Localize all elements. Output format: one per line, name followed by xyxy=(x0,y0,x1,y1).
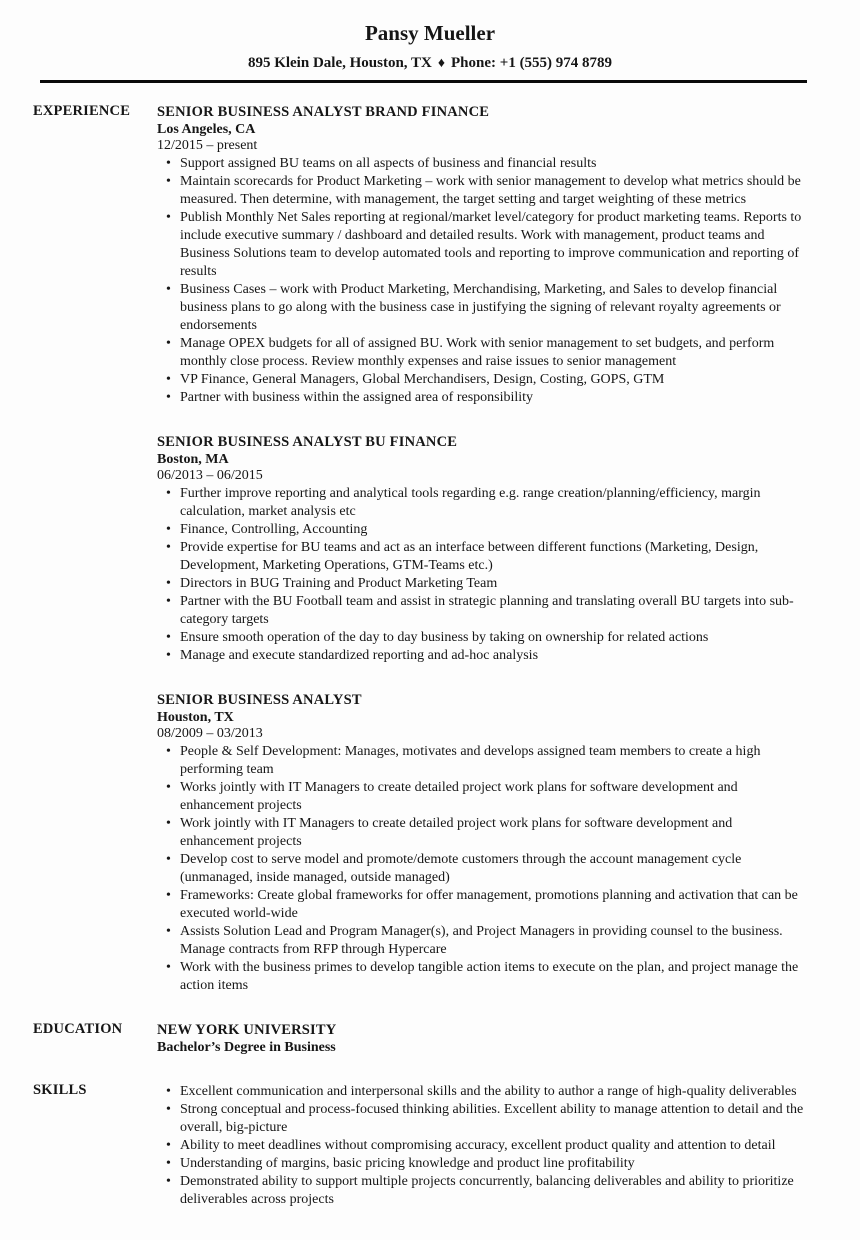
header-divider xyxy=(40,80,807,83)
bullet-item: • Ability to meet deadlines without compromising accuracy, excellent product quality and attention to detail xyxy=(157,1137,806,1155)
bullet-item: • Excellent communication and interpersonal skills and the ability to author a range of high-quality deliverables xyxy=(157,1083,806,1101)
bullet-item: • Finance, Controlling, Accounting xyxy=(157,521,806,539)
entry-location: Houston, TX xyxy=(157,710,234,725)
entry-title: NEW YORK UNIVERSITY xyxy=(157,1022,337,1038)
entry-location: Bachelor’s Degree in Business xyxy=(157,1040,336,1055)
bullet-item: • Maintain scorecards for Product Marketing – work with senior management to develop what metrics should be measured. Then determine, with management, the target setting and target weighting of these metrics xyxy=(157,173,806,209)
bullet-item: • Provide expertise for BU teams and act as an interface between different functions (Marketing, Design, Development, Marketing Operations, GTM-Teams etc.) xyxy=(157,539,806,575)
entry xyxy=(157,102,806,407)
diamond-separator-icon: ♦ xyxy=(437,56,446,71)
entry-dates: 08/2009 – 03/2013 xyxy=(157,726,263,741)
candidate-name: Pansy Mueller xyxy=(364,21,496,45)
contact-address: 895 Klein Dale, Houston, TX xyxy=(247,55,432,71)
bullet-item: • Publish Monthly Net Sales reporting at regional/market level/category for product marketing teams. Reports to include executive summary / dashboard and detailed results. Work with management, product teams and Business Solutions team to develop automated tools and reporting to improve communication and reporting of results xyxy=(157,209,806,281)
entry xyxy=(157,432,806,665)
bullet-item: • Business Cases – work with Product Marketing, Merchandising, Marketing, and Sales to develop financial business plans to go along with the business case in justifying the signing of relevant royalty agreements or endorsements xyxy=(157,281,806,335)
entry-location: Los Angeles, CA xyxy=(157,122,256,137)
bullet-item: • Directors in BUG Training and Product Marketing Team xyxy=(157,575,806,593)
entry-title: SENIOR BUSINESS ANALYST xyxy=(157,692,362,708)
section-label-education: EDUCATION xyxy=(33,1021,123,1037)
bullet-item: • Works jointly with IT Managers to create detailed project work plans for software development and enhancement projects xyxy=(157,779,806,815)
bullet-item: • Frameworks: Create global frameworks for offer management, promotions planning and activation that can be executed world-wide xyxy=(157,887,806,923)
bullet-item: • Strong conceptual and process-focused thinking abilities. Excellent ability to manage attention to detail and the overall, big-picture xyxy=(157,1101,806,1137)
contact-phone: Phone: +1 (555) 974 8789 xyxy=(451,55,613,71)
bullet-item: • Assists Solution Lead and Program Manager(s), and Project Managers in providing counsel to the business. Manage contracts from RFP through Hypercare xyxy=(157,923,806,959)
section-content-experience xyxy=(157,102,860,995)
bullet-list xyxy=(157,485,806,665)
bullet-item: • People & Self Development: Manages, motivates and develops assigned team members to create a high performing team xyxy=(157,743,806,779)
resume-body xyxy=(0,102,860,1209)
bullet-item: • Develop cost to serve model and promote/demote customers through the account management cycle (unmanaged, inside managed, outside managed) xyxy=(157,851,806,887)
section-label-skills: SKILLS xyxy=(33,1082,87,1098)
entry-dates: 06/2013 – 06/2015 xyxy=(157,468,263,483)
resume-header xyxy=(0,0,860,83)
bullet-list xyxy=(157,1083,806,1209)
bullet-item: • Partner with the BU Football team and assist in strategic planning and translating overall BU targets into sub-category targets xyxy=(157,593,806,629)
bullet-item: • Support assigned BU teams on all aspects of business and financial results xyxy=(157,155,806,173)
bullet-item: • Further improve reporting and analytical tools regarding e.g. range creation/planning/efficiency, margin calculation, market analysis etc xyxy=(157,485,806,521)
bullet-item: • Partner with business within the assigned area of responsibility xyxy=(157,389,806,407)
entry-location: Boston, MA xyxy=(157,452,229,467)
bullet-item: • Manage and execute standardized reporting and ad-hoc analysis xyxy=(157,647,806,665)
bullet-item: • Work jointly with IT Managers to create detailed project work plans for software development and enhancement projects xyxy=(157,815,806,851)
bullet-list xyxy=(157,155,806,407)
bullet-item: • Work with the business primes to develop tangible action items to execute on the plan, and project manage the action items xyxy=(157,959,806,995)
section-skills xyxy=(0,1081,860,1209)
entry-dates: 12/2015 – present xyxy=(157,138,258,153)
bullet-item: • VP Finance, General Managers, Global Merchandisers, Design, Costing, GOPS, GTM xyxy=(157,371,806,389)
entry xyxy=(157,690,806,995)
section-education xyxy=(0,1020,860,1056)
bullet-item: • Understanding of margins, basic pricing knowledge and product line profitability xyxy=(157,1155,806,1173)
entry xyxy=(157,1020,806,1056)
bullet-item: • Ensure smooth operation of the day to day business by taking on ownership for related actions xyxy=(157,629,806,647)
section-content-skills xyxy=(157,1081,860,1209)
section-content-education xyxy=(157,1020,860,1056)
bullet-list xyxy=(157,743,806,995)
contact-line xyxy=(0,54,860,73)
bullet-item: • Manage OPEX budgets for all of assigned BU. Work with senior management to set budgets, and perform monthly close process. Review monthly expenses and raise issues to senior management xyxy=(157,335,806,371)
entry xyxy=(157,1083,806,1209)
section-experience xyxy=(0,102,860,995)
section-label-experience: EXPERIENCE xyxy=(33,103,131,119)
entry-title: SENIOR BUSINESS ANALYST BRAND FINANCE xyxy=(157,104,490,120)
bullet-item: • Demonstrated ability to support multiple projects concurrently, balancing deliverables and ability to prioritize deliverables across projects xyxy=(157,1173,806,1209)
entry-title: SENIOR BUSINESS ANALYST BU FINANCE xyxy=(157,434,458,450)
